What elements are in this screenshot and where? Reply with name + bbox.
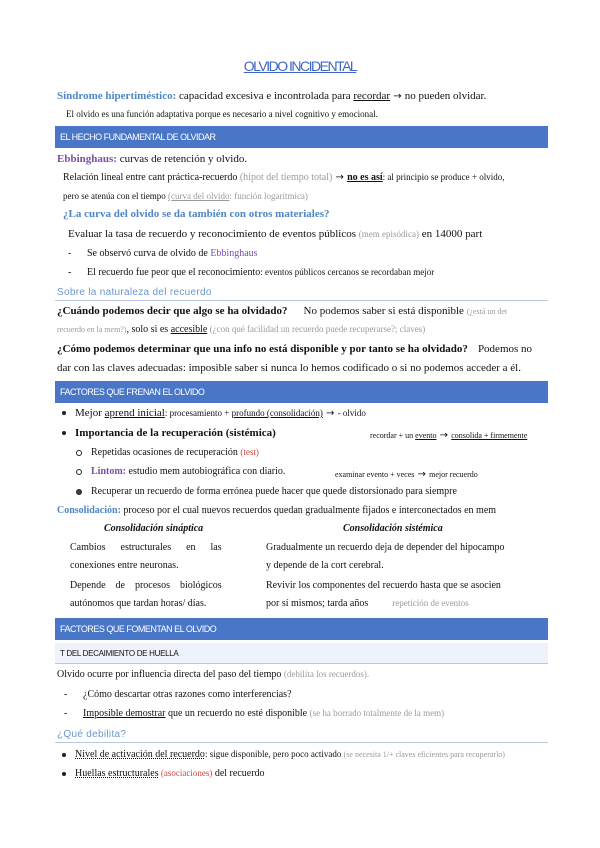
subheader-decaimiento: T DEL DECAIMIENTO DE HUELLA — [60, 649, 179, 658]
list-item-importancia-recuperacion: Importancia de la recuperación (sistémica) — [62, 427, 276, 439]
q1-line-2: recuerdo en la mem?), solo si es accesible (¿con qué facilidad un recuerdo puede recuperarse?; claves) — [57, 324, 426, 335]
dash-icon: - — [68, 248, 72, 259]
section-header-factores-frenan: FACTORES QUE FRENAN EL OLVIDO — [55, 381, 548, 403]
q2-line-2: dar con las claves adecuadas: imposible saber si nunca lo hemos codificado o si no podemos acceder a él. — [57, 362, 521, 374]
sinaptica-p1-l1: Cambios estructurales en las — [70, 542, 222, 553]
list-item-imposible: - Imposible demostrar que un recuerdo no esté disponible (se ha borrado totalmente de la mem) — [64, 708, 445, 719]
arrow-icon: → — [322, 408, 338, 419]
section-header-hecho-fundamental: EL HECHO FUNDAMENTAL DE OLVIDAR — [55, 126, 548, 148]
bullet-circle-icon — [76, 469, 82, 475]
list-item-aprend-inicial: Mejor aprend inicial: procesamiento + profundo (consolidación) → - olvido — [62, 407, 366, 419]
q2-line-1: ¿Cómo podemos determinar que una info no está disponible y por tanto se ha olvidado? Podemos no — [57, 343, 533, 355]
recuperacion-note: recordar + un evento → consolida + firmemente — [370, 430, 528, 441]
sistemica-p1-l2: y depende de la cort cerebral. — [266, 560, 384, 571]
intro-note: El olvido es una función adaptativa porque es necesario a nivel cognitivo y emocional. — [66, 109, 378, 119]
intro-line: Síndrome hipertiméstico: capacidad excesiva e incontrolada para recordar → no pueden olvidar. — [57, 90, 487, 102]
sinaptica-p1-l2: conexiones entre neuronas. — [70, 560, 179, 571]
list-item-huellas: Huellas estructurales (asociaciones) del recuerdo — [62, 768, 265, 779]
list-item-descartar: - ¿Cómo descartar otras razones como interferencias? — [64, 689, 292, 700]
list-item-nivel-activacion: Nivel de activación del recuerdo: sigue disponible, pero poco activado (se necesita 1/+ claves eficientes para recuperarlo) — [62, 749, 505, 760]
sublist-item-recuperar-erroneo: Recuperar un recuerdo de forma errónea puede hacer que quede distorsionado para siempre — [76, 486, 457, 497]
arrow-icon: → — [332, 172, 348, 183]
sinaptica-p2-l2: autónomos que tardan horas/ días. — [70, 598, 207, 609]
evaluar-line: Evaluar la tasa de recuerdo y reconocimiento de eventos públicos (mem episódica) en 14000 part — [68, 228, 483, 240]
consolidacion-line: Consolidación: proceso por el cual nuevos recuerdos quedan gradualmente fijados e interconectados en mem — [57, 505, 497, 516]
sistemica-p1-l1: Gradualmente un recuerdo deja de depender del hipocampo — [266, 542, 505, 553]
list-item-recuerdo-peor: - El recuerdo fue peor que el reconocimiento: eventos públicos cercanos se recordaban mejor — [68, 267, 435, 278]
ebbinghaus-line: Ebbinghaus: curvas de retención y olvido. — [57, 153, 248, 165]
sinaptica-p2-l1: Depende de procesos biológicos — [70, 580, 222, 591]
col-head-sistemica: Consolidación sistémica — [343, 523, 443, 534]
list-item-curva-olvido: - Se observó curva de olvido de Ebbinghaus — [68, 248, 258, 259]
arrow-icon: → — [414, 469, 430, 480]
divider — [55, 300, 548, 301]
intro-term: Síndrome hipertiméstico: — [57, 90, 177, 102]
relacion-line-1: Relación lineal entre cant práctica-recuerdo (hipot del tiempo total) → no es así: al principio se produce + olvido, — [63, 172, 505, 183]
col-head-sinaptica: Consolidación sináptica — [104, 523, 204, 534]
bullet-icon — [62, 411, 66, 415]
decaimiento-def: Olvido ocurre por influencia directa del paso del tiempo (debilita los recuerdos). — [57, 669, 370, 680]
lintom-note: examinar evento + veces → mejor recuerdo — [335, 469, 478, 480]
bullet-icon — [62, 772, 66, 776]
bullet-circle-icon — [76, 450, 82, 456]
page-title: OLVIDO INCIDENTAL — [243, 58, 357, 74]
bullet-icon — [62, 753, 66, 757]
q1-line-1: ¿Cuándo podemos decir que algo se ha olvidado? No podemos saber si está disponible (¿está un det — [57, 305, 508, 317]
relacion-line-2: pero se atenúa con el tiempo (curva del olvido: función logarítmica) — [63, 191, 308, 201]
dash-icon: - — [64, 689, 68, 700]
dash-icon: - — [64, 708, 68, 719]
subsection-naturaleza-recuerdo: Sobre la naturaleza del recuerdo — [57, 287, 212, 298]
arrow-icon: → — [436, 430, 452, 441]
sistemica-p2-l1: Revivir los componentes del recuerdo hasta que se asocien — [266, 580, 501, 591]
arrow-icon: → — [390, 91, 405, 102]
sublist-item-repetidas: Repetidas ocasiones de recuperación (test) — [76, 447, 259, 458]
bullet-icon — [62, 431, 66, 435]
divider — [55, 742, 548, 743]
sublist-item-lintom: Lintom: estudio mem autobiográfica con diario. — [76, 466, 285, 477]
dash-icon: - — [68, 267, 72, 278]
question-curva: ¿La curva del olvido se da también con otros materiales? — [63, 208, 330, 220]
intro-recordar: recordar — [353, 90, 391, 102]
subsection-que-debilita: ¿Qué debilita? — [57, 729, 127, 740]
bullet-circle-icon — [76, 489, 82, 495]
sistemica-p2-l2: por sí mismos; tarda años repetición de eventos — [266, 598, 469, 609]
section-header-factores-fomentan: FACTORES QUE FOMENTAN EL OLVIDO — [55, 618, 548, 640]
